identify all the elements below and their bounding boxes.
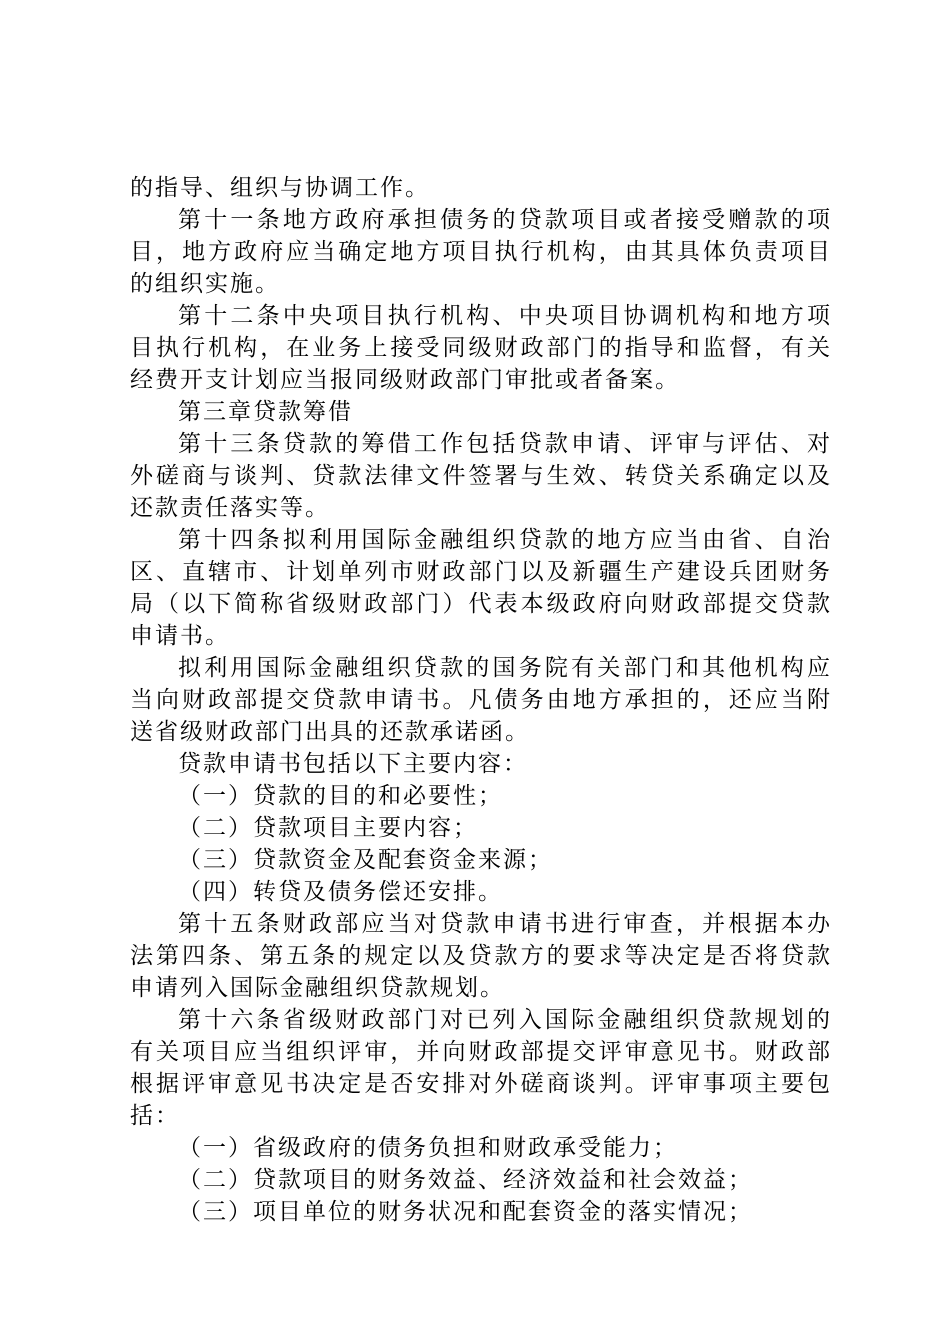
text-line: 根据评审意见书决定是否安排对外磋商谈判。评审事项主要包	[130, 1071, 830, 1097]
text-line: 第十四条拟利用国际金融组织贷款的地方应当由省、自治	[178, 527, 830, 553]
text-line: 第十三条贷款的筹借工作包括贷款申请、评审与评估、对	[178, 431, 830, 457]
text-line: 第十六条省级财政部门对已列入国际金融组织贷款规划的	[178, 1007, 830, 1033]
text-line: 申请书。	[130, 623, 230, 649]
document-body	[130, 172, 830, 1228]
text-line: 第十一条地方政府承担债务的贷款项目或者接受赠款的项	[178, 207, 830, 233]
text-line: 第三章贷款筹借	[178, 399, 353, 425]
text-line: 还款责任落实等。	[130, 495, 330, 521]
text-line: 送省级财政部门出具的还款承诺函。	[130, 719, 530, 745]
text-line: （一）贷款的目的和必要性；	[178, 783, 503, 809]
text-line: 拟利用国际金融组织贷款的国务院有关部门和其他机构应	[178, 655, 830, 681]
text-line: 当向财政部提交贷款申请书。凡债务由地方承担的，还应当附	[130, 687, 830, 713]
text-line: 第十二条中央项目执行机构、中央项目协调机构和地方项	[178, 303, 830, 329]
text-line: （三）贷款资金及配套资金来源；	[178, 847, 553, 873]
text-line: 区、直辖市、计划单列市财政部门以及新疆生产建设兵团财务	[130, 559, 830, 585]
text-line: 经费开支计划应当报同级财政部门审批或者备案。	[130, 367, 680, 393]
text-line: 目，地方政府应当确定地方项目执行机构，由其具体负责项目	[130, 239, 830, 265]
text-line: 第十五条财政部应当对贷款申请书进行审查，并根据本办	[178, 911, 830, 937]
text-line: 的指导、组织与协调工作。	[130, 175, 430, 201]
text-line: 有关项目应当组织评审，并向财政部提交评审意见书。财政部	[130, 1039, 830, 1065]
text-line: 的组织实施。	[130, 271, 280, 297]
text-line: 外磋商与谈判、贷款法律文件签署与生效、转贷关系确定以及	[130, 463, 830, 489]
text-line: （三）项目单位的财务状况和配套资金的落实情况；	[178, 1199, 753, 1225]
text-line: 局（以下简称省级财政部门）代表本级政府向财政部提交贷款	[130, 591, 830, 617]
text-line: （四）转贷及债务偿还安排。	[178, 879, 503, 905]
text-line: 申请列入国际金融组织贷款规划。	[130, 975, 505, 1001]
text-line: 法第四条、第五条的规定以及贷款方的要求等决定是否将贷款	[130, 943, 830, 969]
text-line: 目执行机构，在业务上接受同级财政部门的指导和监督，有关	[130, 335, 830, 361]
text-line: （二）贷款项目主要内容；	[178, 815, 478, 841]
text-line: 括：	[130, 1103, 180, 1129]
text-line: 贷款申请书包括以下主要内容：	[178, 751, 528, 777]
text-line: （一）省级政府的债务负担和财政承受能力；	[178, 1135, 678, 1161]
text-line: （二）贷款项目的财务效益、经济效益和社会效益；	[178, 1167, 753, 1193]
